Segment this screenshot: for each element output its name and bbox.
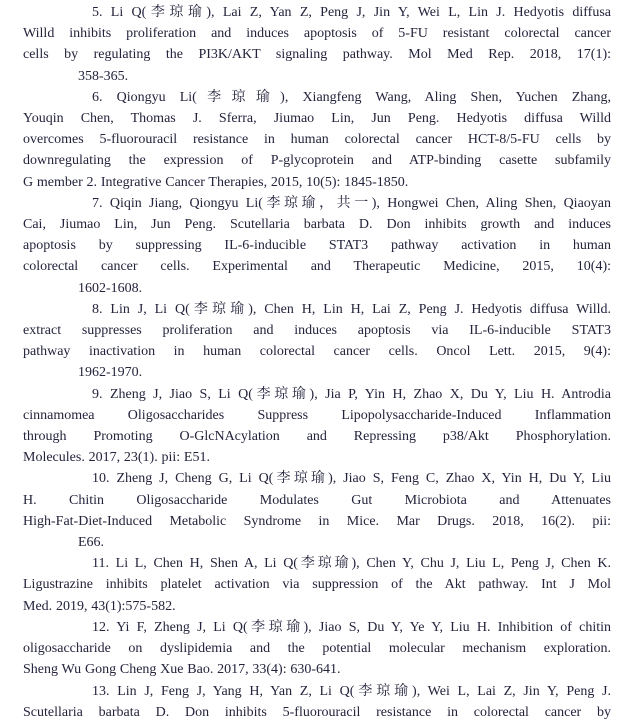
reference-item-9 — [23, 384, 611, 469]
reference-item-13 — [23, 681, 611, 723]
reference-line: Sheng Wu Gong Cheng Xue Bao. 2017, 33(4): 630-641. — [23, 662, 341, 678]
reference-line: pathway inactivation in human colorectal cancer cells. Oncol Lett. 2015, 9(4): — [23, 344, 611, 360]
reference-line: 7. Qiqin Jiang, Qiongyu Li(李琼瑜，共一), Hongwei Chen, Aling Shen, Qiaoyan — [92, 195, 611, 211]
reference-line: H. Chitin Oligosaccharide Modulates Gut Microbiota and Attenuates — [23, 492, 611, 508]
reference-line: 9. Zheng J, Jiao S, Li Q(李琼瑜), Jia P, Yin H, Zhao X, Du Y, Liu H. Antrodia — [92, 386, 611, 402]
reference-line: Med. 2019, 43(1):575-582. — [23, 598, 176, 614]
reference-line: cells by regulating the PI3K/AKT signaling pathway. Mol Med Rep. 2018, 17(1): — [23, 47, 611, 63]
reference-item-12 — [23, 617, 611, 681]
reference-line: through Promoting O-GlcNAcylation and Repressing p38/Akt Phosphorylation. — [23, 429, 611, 445]
reference-line: 10. Zheng J, Cheng G, Li Q(李琼瑜), Jiao S, Feng C, Zhao X, Yin H, Du Y, Liu — [92, 471, 611, 487]
reference-line: E66. — [78, 535, 105, 551]
reference-line: 11. Li L, Chen H, Shen A, Li Q(李琼瑜), Chen Y, Chu J, Liu L, Peng J, Chen K. — [92, 556, 611, 572]
reference-line: Ligustrazine inhibits platelet activation via suppression of the Akt pathway. Int J Mol — [23, 577, 611, 593]
reference-line: Scutellaria barbata D. Don inhibits 5-fluorouracil resistance in colorectal cancer by — [23, 704, 611, 720]
reference-line: overcomes 5-fluorouracil resistance in human colorectal cancer HCT-8/5-FU cells by — [23, 132, 611, 148]
reference-line: downregulating the expression of P-glycoprotein and ATP-binding casette subfamily — [23, 153, 611, 169]
reference-line: 5. Li Q(李琼瑜), Lai Z, Yan Z, Peng J, Jin Y, Wei L, Lin J. Hedyotis diffusa — [92, 5, 611, 20]
reference-line: 1602-1608. — [78, 280, 143, 296]
reference-line: extract suppresses proliferation and induces apoptosis via IL-6-inducible STAT3 — [23, 323, 611, 339]
reference-line: 12. Yi F, Zheng J, Li Q(李琼瑜), Jiao S, Du Y, Ye Y, Liu H. Inhibition of chitin — [92, 619, 611, 635]
reference-line: Cai, Jiumao Lin, Jun Peng. Scutellaria barbata D. Don inhibits growth and induces — [23, 217, 611, 233]
reference-item-10 — [23, 468, 611, 553]
reference-line: Youqin Chen, Thomas J. Sferra, Jiumao Lin, Jun Peng. Hedyotis diffusa Willd — [23, 111, 611, 127]
reference-line: cinnamomea Oligosaccharides Suppress Lipopolysaccharide-Induced Inflammation — [23, 407, 611, 423]
reference-line: oligosaccharide on dyslipidemia and the potential molecular mechanism exploration. — [23, 641, 611, 657]
reference-line: 1962-1970. — [78, 365, 143, 381]
reference-line: Willd inhibits proliferation and induces apoptosis of 5-FU resistant colorectal cancer — [23, 26, 611, 42]
reference-line: 6. Qiongyu Li(李琼瑜), Xiangfeng Wang, Aling Shen, Yuchen Zhang, — [92, 89, 611, 105]
reference-line: colorectal cancer cells. Experimental and Therapeutic Medicine, 2015, 10(4): — [23, 259, 611, 275]
reference-line: 358-365. — [78, 68, 129, 84]
reference-item-5 — [23, 2, 611, 87]
reference-line: 13. Lin J, Feng J, Yang H, Yan Z, Li Q(李琼瑜), Wei L, Lai Z, Jin Y, Peng J. — [92, 683, 611, 699]
reference-line: Molecules. 2017, 23(1). pii: E51. — [23, 450, 210, 466]
reference-item-11 — [23, 553, 611, 617]
reference-line: G member 2. Integrative Cancer Therapies, 2015, 10(5): 1845-1850. — [23, 174, 409, 190]
reference-line: 8. Lin J, Li Q(李琼瑜), Chen H, Lin H, Lai Z, Peng J. Hedyotis diffusa Willd. — [92, 301, 611, 317]
reference-item-8 — [23, 299, 611, 384]
reference-item-7 — [23, 193, 611, 299]
reference-line: High-Fat-Diet-Induced Metabolic Syndrome in Mice. Mar Drugs. 2018, 16(2). pii: — [23, 513, 611, 529]
reference-item-6 — [23, 87, 611, 193]
reference-line: apoptosis by suppressing IL-6-inducible STAT3 pathway activation in human — [23, 238, 611, 254]
